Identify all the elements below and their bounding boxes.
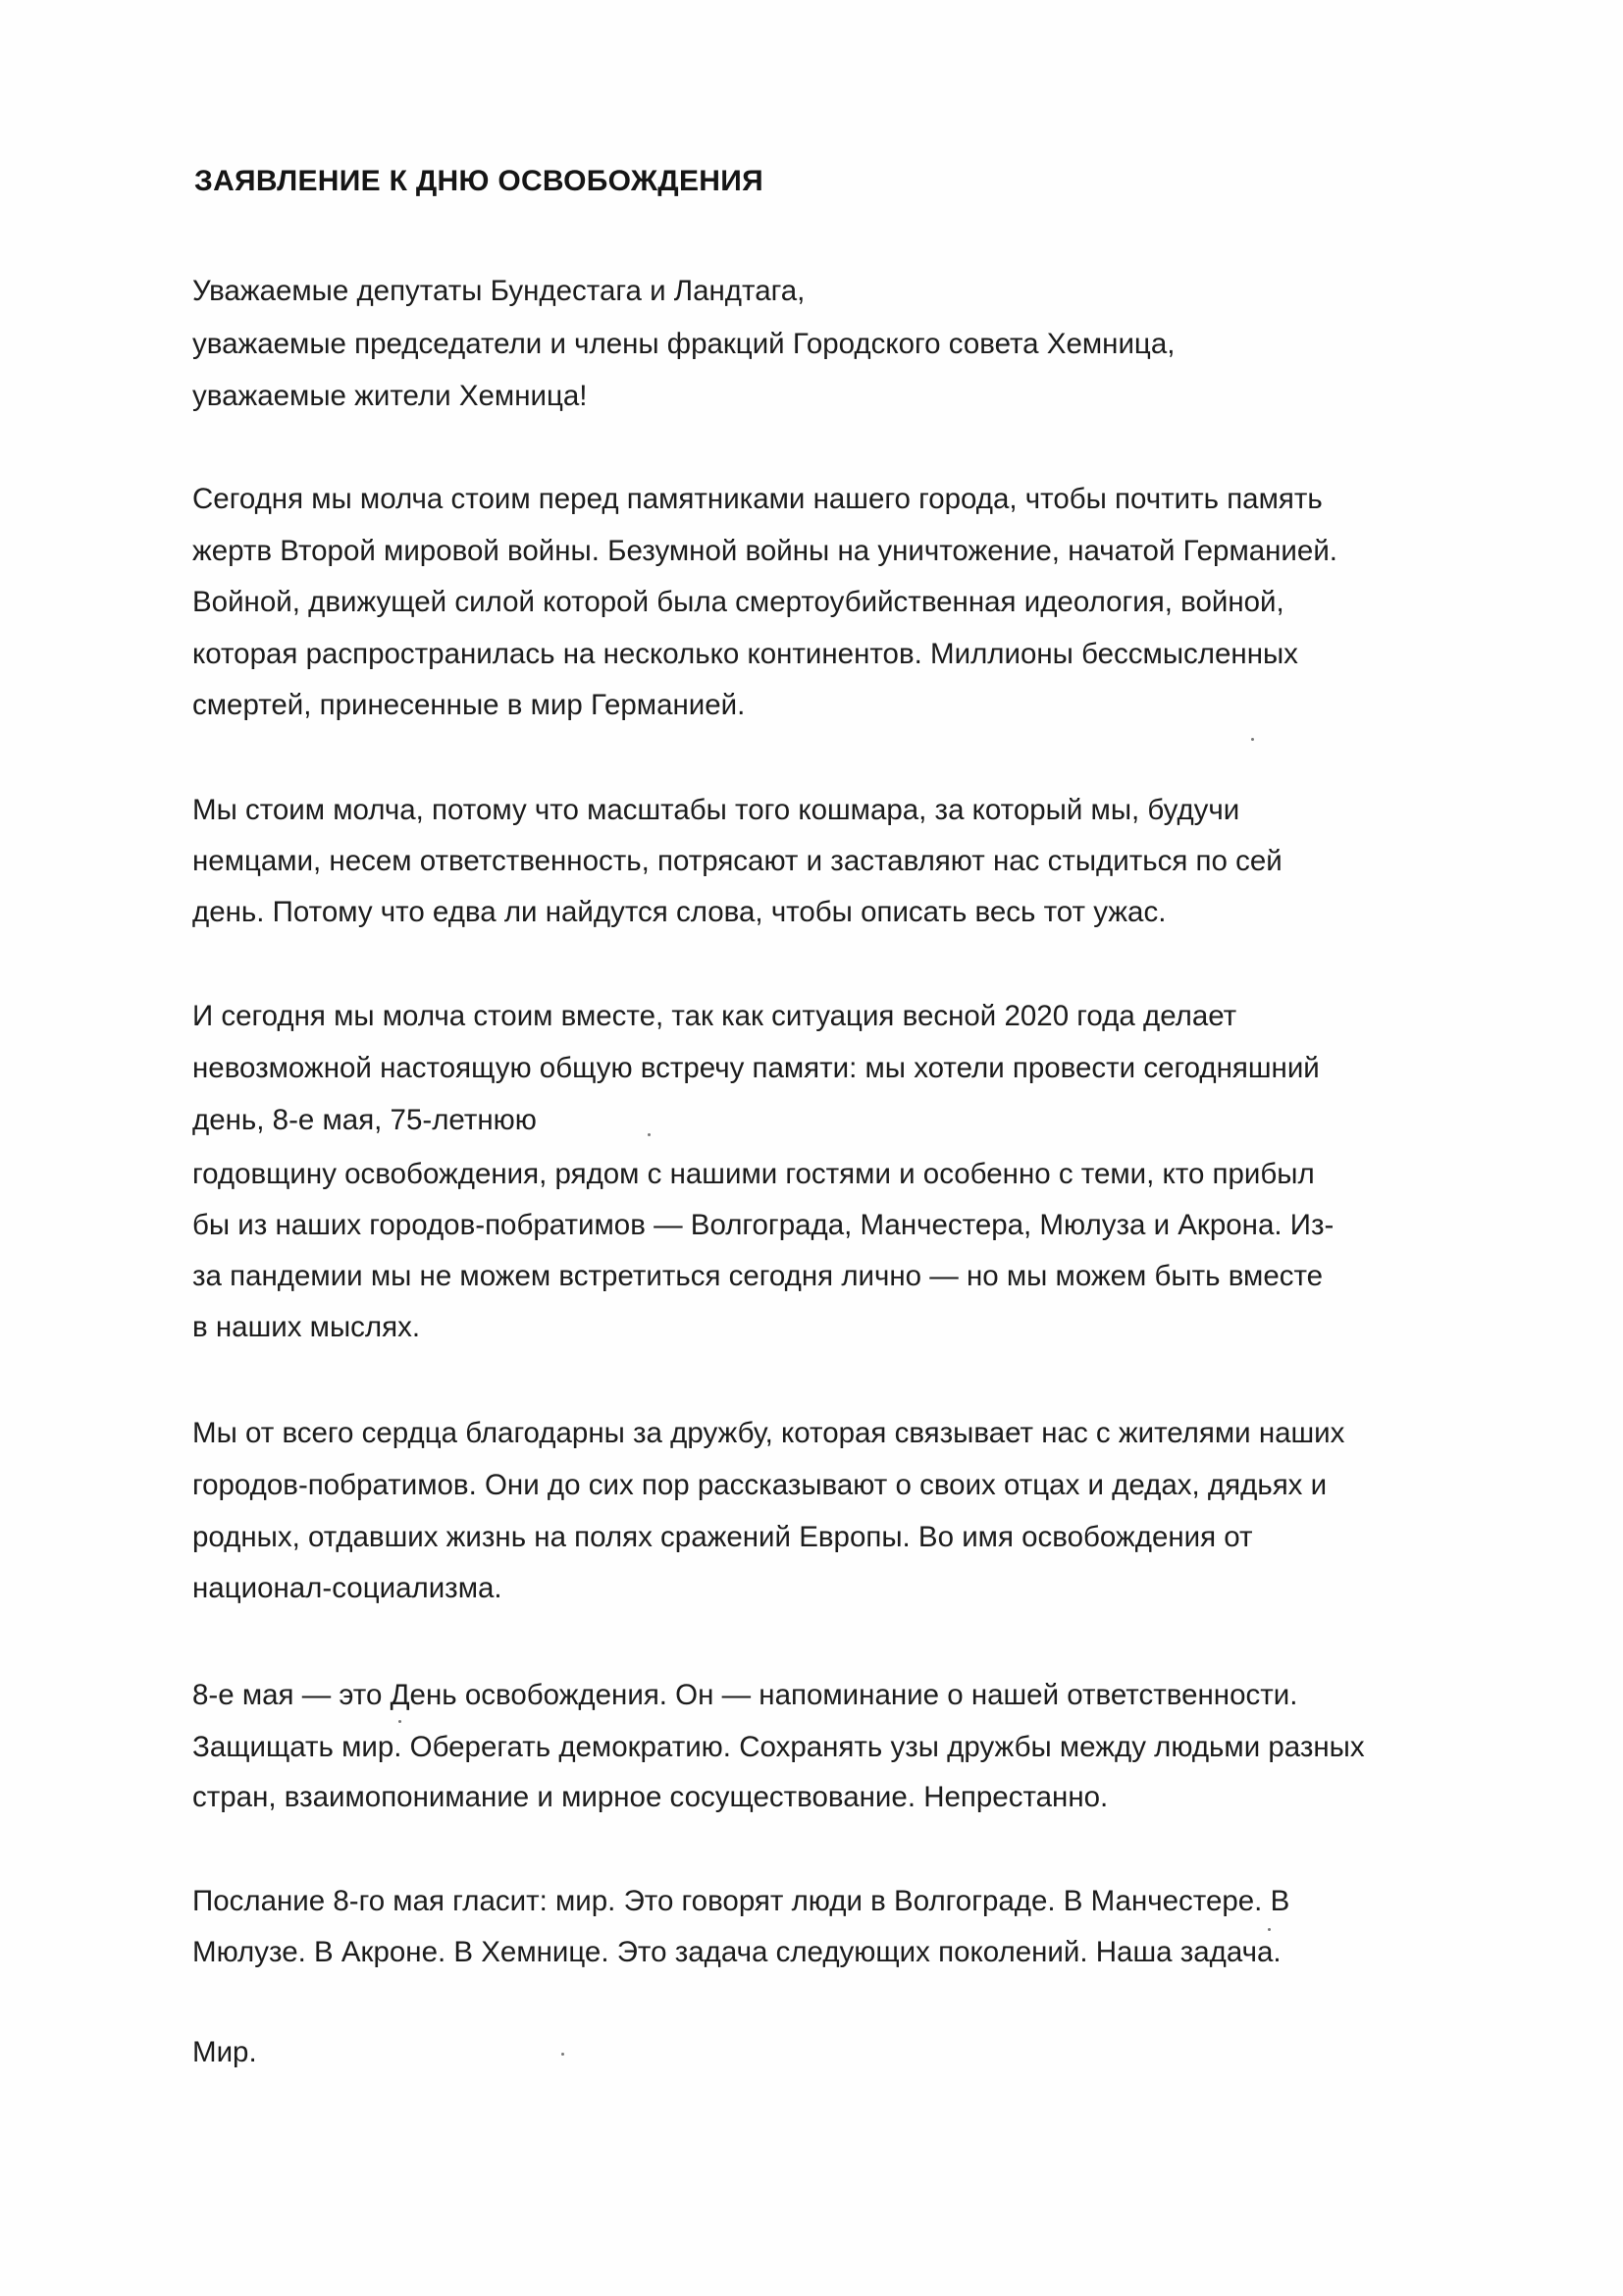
text-line: стран, взаимопонимание и мирное сосуществование. Непрестанно. <box>192 1781 1109 1813</box>
text-line: И сегодня мы молча стоим вместе, так как ситуация весной 2020 года делает <box>192 1000 1237 1032</box>
text-line: жертв Второй мировой войны. Безумной войны на уничтожение, начатой Германией. <box>192 535 1337 567</box>
scan-speck <box>648 1133 651 1136</box>
text-line: Защищать мир. Оберегать демократию. Сохранять узы дружбы между людьми разных <box>192 1731 1365 1763</box>
text-line: бы из наших городов-побратимов — Волгограда, Манчестера, Мюлуза и Акрона. Из- <box>192 1209 1335 1241</box>
text-line: Мы стоим молча, потому что масштабы того кошмара, за который мы, будучи <box>192 794 1240 826</box>
text-line: за пандемии мы не можем встретиться сегодня лично — но мы можем быть вместе <box>192 1260 1324 1292</box>
closing-line: Мир. <box>192 2036 257 2068</box>
document-title: ЗАЯВЛЕНИЕ К ДНЮ ОСВОБОЖДЕНИЯ <box>194 165 763 197</box>
text-line: немцами, несем ответственность, потрясают и заставляют нас стыдиться по сей <box>192 845 1283 877</box>
text-line: в наших мыслях. <box>192 1311 421 1343</box>
text-line: уважаемые жители Хемница! <box>192 380 588 412</box>
text-line: Мюлузе. В Акроне. В Хемнице. Это задача следующих поколений. Наша задача. <box>192 1936 1282 1968</box>
text-line: годовщину освобождения, рядом с нашими гостями и особенно с теми, кто прибыл <box>192 1158 1315 1190</box>
text-line: городов-побратимов. Они до сих пор рассказывают о своих отцах и дедах, дядьях и <box>192 1469 1328 1501</box>
scan-speck <box>1251 738 1254 741</box>
scan-speck <box>561 2053 564 2056</box>
text-line: национал-социализма. <box>192 1572 502 1604</box>
text-line: Войной, движущей силой которой была смертоубийственная идеология, войной, <box>192 586 1284 618</box>
text-line: Уважаемые депутаты Бундестага и Ландтага, <box>192 275 806 307</box>
text-line: 8-е мая — это День освобождения. Он — напоминание о нашей ответственности. <box>192 1679 1298 1711</box>
text-line: смертей, принесенные в мир Германией. <box>192 689 746 721</box>
text-line: уважаемые председатели и члены фракций Городского совета Хемница, <box>192 328 1176 360</box>
text-line: день. Потому что едва ли найдутся слова, чтобы описать весь тот ужас. <box>192 896 1167 928</box>
text-line: которая распространилась на несколько континентов. Миллионы бессмысленных <box>192 638 1298 670</box>
text-line: родных, отдавших жизнь на полях сражений Европы. Во имя освобождения от <box>192 1521 1253 1553</box>
text-line: невозможной настоящую общую встречу памяти: мы хотели провести сегодняшний <box>192 1052 1320 1084</box>
text-line: Мы от всего сердца благодарны за дружбу, которая связывает нас с жителями наших <box>192 1417 1345 1449</box>
text-line: Сегодня мы молча стоим перед памятниками нашего города, чтобы почтить память <box>192 483 1323 515</box>
scan-speck <box>398 1720 401 1723</box>
text-line: Послание 8-го мая гласит: мир. Это говорят люди в Волгограде. В Манчестере. В <box>192 1885 1290 1917</box>
scan-speck <box>1268 1928 1271 1931</box>
text-line: день, 8-е мая, 75-летнюю <box>192 1104 537 1136</box>
